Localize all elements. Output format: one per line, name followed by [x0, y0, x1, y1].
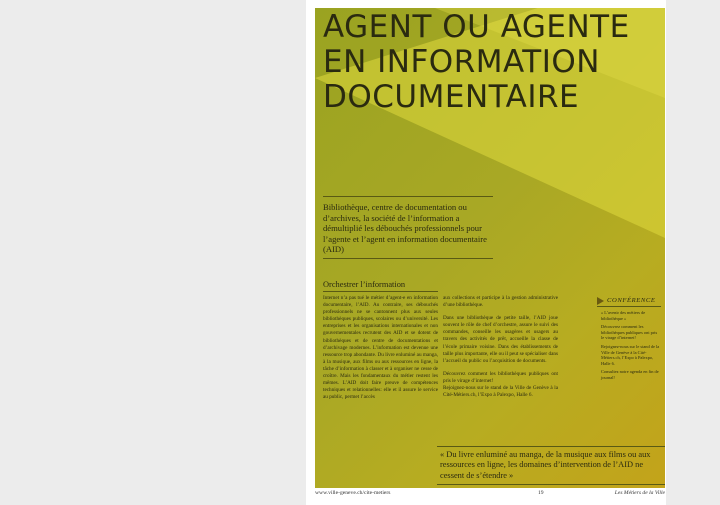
column2-paragraph: Dans une bibliothèque de petite taille, l’AID joue souvent le rôle de chef d’orchestre, assure le suivi des commandes, conseille les usagères et usagers au travers des activités de prêt, accueille la classe de l’école primaire voisine. Dans des établissements de taille plus importante, elle ou il peut se spécialiser dans l’accueil du public ou l’acquisition de documents.: [443, 315, 558, 364]
sidebar-item: Rejoignez-nous sur le stand de la Ville de Genève à la Cité-Métiers.ch, l’Expo à Palexpo, Halle 6.: [601, 343, 660, 366]
triangle-arrow-icon: [597, 297, 604, 305]
column1-paragraph: Internet n’a pas tué le métier d’agent-e en information documentaire, l’AID. Au contraire, ses débouchés professionnels ne se cantonnent plus aux seules bibliothèques publiques, scolaires ou d’université. Les entreprises et les organisations internationales et non gouvernementales recrutent des AID et se dotent de bibliothèques et de centre de documentations et d’archivage modernes. L’information est devenue une ressource trop abondante. Du livre enluminé au manga, à la musique, aux films ou aux ressources en ligne, la tâche d’information à classer et à organiser ne cesse de croître. Mais les fondamentaux du métier restent les mêmes. L’AID doit faire preuve de compétences techniques et relationnelles: elle et il assure le service au public, permet l’accès: [323, 295, 438, 401]
conference-label: [597, 297, 661, 307]
text-column-1: [323, 295, 438, 407]
pull-quote: « Du livre enluminé au manga, de la musique aux films ou aux ressources en ligne, les domaines d’intervention de l’AID ne cessent de s’étendre »: [437, 446, 665, 485]
color-panel: [315, 8, 665, 488]
conference-label-text: CONFÉRENCE: [607, 297, 656, 305]
series-name: Les Métiers de la Ville: [614, 490, 665, 496]
text-column-2: [443, 295, 558, 405]
section-heading: Orchestrer l’information: [323, 280, 438, 292]
page-title: AGENT OU AGENTE EN INFORMATION DOCUMENTAIRE: [323, 9, 630, 115]
document-page: [306, 0, 666, 505]
page-footer: [315, 490, 665, 500]
conference-sidebar: [597, 297, 661, 384]
sidebar-item: Découvrez comment les bibliothèques publiques ont pris le virage d’internet!: [601, 324, 658, 341]
column2-paragraph: aux collections et participe à la gestion administrative d’une bibliothèque.: [443, 295, 558, 309]
footer-url[interactable]: www.ville-geneve.ch/cite-metiers: [315, 490, 391, 496]
column2-paragraph: Découvrez comment les bibliothèques publiques ont pris le virage d’internet! Rejoignez-nous sur le stand de la Ville de Genève à la Cité-Métiers.ch, l’Expo à Palexpo, Halle 6.: [443, 370, 558, 399]
sidebar-item: Consultez notre agenda en fin de journal!: [601, 369, 659, 380]
intro-paragraph: Bibliothèque, centre de documentation ou d’archives, la société de l’information a démultiplié les débouchés professionnels pour l’agente et l’agent en information documentaire (AID): [323, 196, 493, 259]
page-number: 19: [538, 490, 544, 496]
sidebar-item: « L’avenir des métiers de bibliothèque »: [601, 310, 646, 321]
